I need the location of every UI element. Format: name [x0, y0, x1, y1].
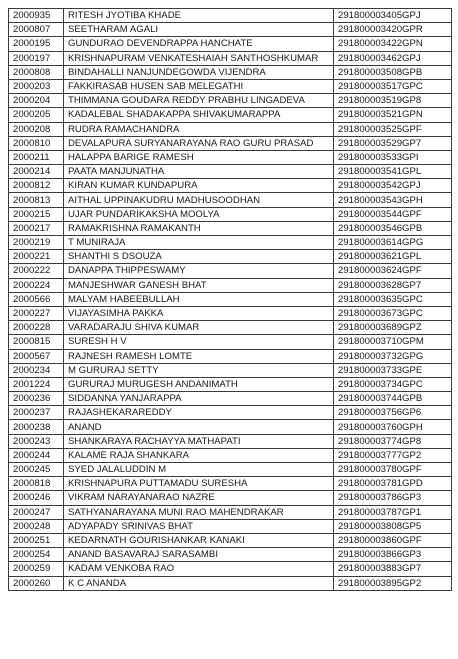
reference-number-cell: 291800003689GPZ — [334, 321, 452, 335]
table-row — [9, 491, 452, 505]
reference-number-cell: 291800003635GPC — [334, 292, 452, 306]
employee-name-cell: KADALEBAL SHADAKAPPA SHIVAKUMARAPPA — [64, 108, 334, 122]
employee-name-cell: K C ANANDA — [64, 576, 334, 590]
employee-id-cell: 2000222 — [9, 264, 64, 278]
table-row — [9, 94, 452, 108]
reference-number-cell: 291800003734GPC — [334, 377, 452, 391]
employee-id-cell: 2000208 — [9, 122, 64, 136]
employee-id-cell: 2000815 — [9, 335, 64, 349]
reference-number-cell: 291800003780GPF — [334, 463, 452, 477]
employee-id-cell: 2000245 — [9, 463, 64, 477]
employee-id-cell: 2000251 — [9, 533, 64, 547]
records-table-body — [9, 9, 452, 591]
employee-name-cell: KRISHNAPURA PUTTAMADU SURESHA — [64, 477, 334, 491]
employee-name-cell: SHANKARAYA RACHAYYA MATHAPATI — [64, 434, 334, 448]
employee-name-cell: KADAM VENKOBA RAO — [64, 562, 334, 576]
employee-name-cell: DANAPPA THIPPESWAMY — [64, 264, 334, 278]
employee-id-cell: 2000260 — [9, 576, 64, 590]
reference-number-cell: 291800003786GP3 — [334, 491, 452, 505]
table-row — [9, 434, 452, 448]
reference-number-cell: 291800003422GPN — [334, 37, 452, 51]
table-row — [9, 448, 452, 462]
employee-id-cell: 2000221 — [9, 250, 64, 264]
employee-name-cell: RITESH JYOTIBA KHADE — [64, 9, 334, 23]
employee-name-cell: THIMMANA GOUDARA REDDY PRABHU LINGADEVA — [64, 94, 334, 108]
table-row — [9, 406, 452, 420]
employee-name-cell: DEVALAPURA SURYANARAYANA RAO GURU PRASAD — [64, 136, 334, 150]
employee-name-cell: VIJAYASIMHA PAKKA — [64, 306, 334, 320]
reference-number-cell: 291800003860GPF — [334, 533, 452, 547]
reference-number-cell: 291800003756GP6 — [334, 406, 452, 420]
employee-id-cell: 2000211 — [9, 150, 64, 164]
reference-number-cell: 291800003542GPJ — [334, 179, 452, 193]
employee-name-cell: SATHYANARAYANA MUNI RAO MAHENDRAKAR — [64, 505, 334, 519]
employee-id-cell: 2000197 — [9, 51, 64, 65]
employee-id-cell: 2000204 — [9, 94, 64, 108]
table-row — [9, 533, 452, 547]
reference-number-cell: 291800003777GP2 — [334, 448, 452, 462]
reference-number-cell: 291800003883GP7 — [334, 562, 452, 576]
employee-id-cell: 2000224 — [9, 278, 64, 292]
employee-id-cell: 2000259 — [9, 562, 64, 576]
employee-name-cell: SEETHARAM AGALI — [64, 23, 334, 37]
employee-id-cell: 2000215 — [9, 207, 64, 221]
reference-number-cell: 291800003517GPC — [334, 79, 452, 93]
reference-number-cell: 291800003732GPG — [334, 349, 452, 363]
reference-number-cell: 291800003521GPN — [334, 108, 452, 122]
employee-id-cell: 2000236 — [9, 392, 64, 406]
employee-id-cell: 2000818 — [9, 477, 64, 491]
reference-number-cell: 291800003544GPF — [334, 207, 452, 221]
employee-name-cell: RAMAKRISHNA RAMAKANTH — [64, 221, 334, 235]
employee-name-cell: ANAND — [64, 420, 334, 434]
reference-number-cell: 291800003462GPJ — [334, 51, 452, 65]
employee-id-cell: 2000810 — [9, 136, 64, 150]
table-row — [9, 548, 452, 562]
records-table — [8, 8, 452, 591]
table-row — [9, 51, 452, 65]
table-row — [9, 108, 452, 122]
table-row — [9, 79, 452, 93]
employee-id-cell: 2000195 — [9, 37, 64, 51]
table-row — [9, 221, 452, 235]
employee-name-cell: VIKRAM NARAYANARAO NAZRE — [64, 491, 334, 505]
reference-number-cell: 291800003781GPD — [334, 477, 452, 491]
employee-name-cell: ADYAPADY SRINIVAS BHAT — [64, 519, 334, 533]
employee-id-cell: 2000567 — [9, 349, 64, 363]
employee-id-cell: 2000237 — [9, 406, 64, 420]
employee-name-cell: GURURAJ MURUGESH ANDANIMATH — [64, 377, 334, 391]
employee-name-cell: VARADARAJU SHIVA KUMAR — [64, 321, 334, 335]
employee-name-cell: M GURURAJ SETTY — [64, 363, 334, 377]
reference-number-cell: 291800003525GPF — [334, 122, 452, 136]
reference-number-cell: 291800003733GPE — [334, 363, 452, 377]
reference-number-cell: 291800003808GP5 — [334, 519, 452, 533]
employee-id-cell: 2000243 — [9, 434, 64, 448]
employee-name-cell: UJAR PUNDARIKAKSHA MOOLYA — [64, 207, 334, 221]
employee-name-cell: GUNDURAO DEVENDRAPPA HANCHATE — [64, 37, 334, 51]
table-row — [9, 165, 452, 179]
employee-id-cell: 2000228 — [9, 321, 64, 335]
table-row — [9, 349, 452, 363]
reference-number-cell: 291800003624GPF — [334, 264, 452, 278]
employee-id-cell: 2000244 — [9, 448, 64, 462]
employee-id-cell: 2000238 — [9, 420, 64, 434]
employee-id-cell: 2000219 — [9, 236, 64, 250]
employee-id-cell: 2000935 — [9, 9, 64, 23]
table-row — [9, 392, 452, 406]
table-row — [9, 136, 452, 150]
reference-number-cell: 291800003787GP1 — [334, 505, 452, 519]
employee-name-cell: RAJASHEKARAREDDY — [64, 406, 334, 420]
table-row — [9, 519, 452, 533]
employee-name-cell: MANJESHWAR GANESH BHAT — [64, 278, 334, 292]
reference-number-cell: 291800003533GPI — [334, 150, 452, 164]
reference-number-cell: 291800003760GPH — [334, 420, 452, 434]
reference-number-cell: 291800003744GPB — [334, 392, 452, 406]
reference-number-cell: 291800003673GPC — [334, 306, 452, 320]
employee-name-cell: RAJNESH RAMESH LOMTE — [64, 349, 334, 363]
employee-id-cell: 2000812 — [9, 179, 64, 193]
employee-name-cell: BINDAHALLI NANJUNDEGOWDA VIJENDRA — [64, 65, 334, 79]
table-row — [9, 420, 452, 434]
table-row — [9, 505, 452, 519]
reference-number-cell: 291800003405GPJ — [334, 9, 452, 23]
employee-name-cell: SYED JALALUDDIN M — [64, 463, 334, 477]
employee-id-cell: 2000246 — [9, 491, 64, 505]
employee-id-cell: 2000214 — [9, 165, 64, 179]
reference-number-cell: 291800003420GPR — [334, 23, 452, 37]
employee-name-cell: FAKKIRASAB HUSEN SAB MELEGATHI — [64, 79, 334, 93]
employee-name-cell: KIRAN KUMAR KUNDAPURA — [64, 179, 334, 193]
table-row — [9, 37, 452, 51]
employee-name-cell: KRISHNAPURAM VENKATESHAIAH SANTHOSHKUMAR — [64, 51, 334, 65]
reference-number-cell: 291800003614GPG — [334, 236, 452, 250]
employee-id-cell: 2000205 — [9, 108, 64, 122]
reference-number-cell: 291800003774GP8 — [334, 434, 452, 448]
reference-number-cell: 291800003543GPH — [334, 193, 452, 207]
table-row — [9, 236, 452, 250]
employee-id-cell: 2000566 — [9, 292, 64, 306]
reference-number-cell: 291800003546GPB — [334, 221, 452, 235]
employee-id-cell: 2000227 — [9, 306, 64, 320]
table-row — [9, 377, 452, 391]
reference-number-cell: 291800003529GP7 — [334, 136, 452, 150]
employee-name-cell: KEDARNATH GOURISHANKAR KANAKI — [64, 533, 334, 547]
employee-name-cell: HALAPPA BARIGE RAMESH — [64, 150, 334, 164]
employee-name-cell: AITHAL UPPINAKUDRU MADHUSOODHAN — [64, 193, 334, 207]
employee-name-cell: PAATA MANJUNATHA — [64, 165, 334, 179]
employee-name-cell: SURESH H V — [64, 335, 334, 349]
employee-name-cell: SIDDANNA YANJARAPPA — [64, 392, 334, 406]
table-row — [9, 207, 452, 221]
reference-number-cell: 291800003519GP8 — [334, 94, 452, 108]
employee-id-cell: 2001224 — [9, 377, 64, 391]
reference-number-cell: 291800003895GP2 — [334, 576, 452, 590]
table-row — [9, 250, 452, 264]
reference-number-cell: 291800003710GPM — [334, 335, 452, 349]
table-row — [9, 477, 452, 491]
employee-id-cell: 2000813 — [9, 193, 64, 207]
table-row — [9, 335, 452, 349]
employee-id-cell: 2000217 — [9, 221, 64, 235]
table-row — [9, 150, 452, 164]
employee-id-cell: 2000808 — [9, 65, 64, 79]
table-row — [9, 363, 452, 377]
employee-name-cell: MALYAM HABEEBULLAH — [64, 292, 334, 306]
table-row — [9, 65, 452, 79]
document-page — [8, 8, 451, 591]
employee-id-cell: 2000247 — [9, 505, 64, 519]
table-row — [9, 562, 452, 576]
employee-name-cell: SHANTHI S DSOUZA — [64, 250, 334, 264]
reference-number-cell: 291800003541GPL — [334, 165, 452, 179]
table-row — [9, 278, 452, 292]
reference-number-cell: 291800003621GPL — [334, 250, 452, 264]
table-row — [9, 23, 452, 37]
table-row — [9, 321, 452, 335]
table-row — [9, 463, 452, 477]
table-row — [9, 193, 452, 207]
reference-number-cell: 291800003508GPB — [334, 65, 452, 79]
employee-name-cell: T MUNIRAJA — [64, 236, 334, 250]
table-row — [9, 576, 452, 590]
employee-id-cell: 2000807 — [9, 23, 64, 37]
reference-number-cell: 291800003866GP3 — [334, 548, 452, 562]
employee-id-cell: 2000234 — [9, 363, 64, 377]
employee-id-cell: 2000254 — [9, 548, 64, 562]
employee-name-cell: KALAME RAJA SHANKARA — [64, 448, 334, 462]
table-row — [9, 292, 452, 306]
table-row — [9, 264, 452, 278]
table-row — [9, 306, 452, 320]
reference-number-cell: 291800003628GP7 — [334, 278, 452, 292]
table-row — [9, 9, 452, 23]
employee-name-cell: RUDRA RAMACHANDRA — [64, 122, 334, 136]
table-row — [9, 179, 452, 193]
table-row — [9, 122, 452, 136]
employee-id-cell: 2000248 — [9, 519, 64, 533]
employee-id-cell: 2000203 — [9, 79, 64, 93]
employee-name-cell: ANAND BASAVARAJ SARASAMBI — [64, 548, 334, 562]
